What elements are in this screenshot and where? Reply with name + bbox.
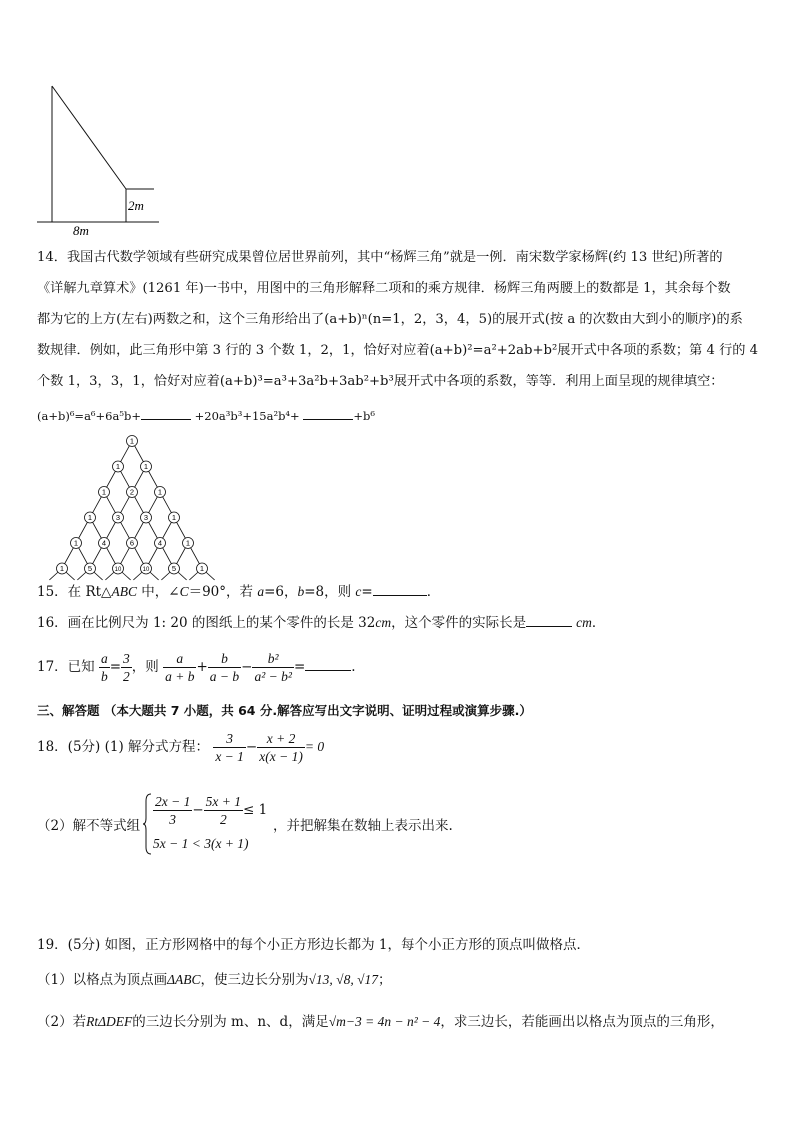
q17-f3-den: a + b: [165, 669, 195, 684]
q19-l3a: （2）若: [37, 1014, 87, 1030]
q19-l3e: ，求三边长，若能画出以格点为顶点的三角形，: [440, 1014, 724, 1030]
q19-l3b: RtΔDEF: [86, 1014, 133, 1029]
q15-text-i: =8，则: [304, 584, 356, 600]
q19-l3c: 的三边长分别为 m、n、d，满足: [132, 1014, 329, 1030]
q18-f1-num: 3: [213, 730, 246, 748]
q18-r1-minus: −: [192, 802, 204, 818]
triangle-number: 1: [185, 538, 191, 548]
q14-line4: 数规律．例如，此三角形中第 3 行的 3 个数 1，2，1，恰好对应着(a+b)²=a²+2ab+b²展开式中各项的系数；第 4 行的 4: [37, 343, 759, 358]
q19-line2: [37, 971, 392, 989]
q17-frac-4: [208, 650, 241, 685]
q18-r1-f1-den: 3: [169, 812, 177, 827]
q18-f1-den: x − 1: [215, 749, 244, 764]
q16: [37, 614, 605, 632]
q14-line3: 都为它的上方(左右)两数之和，这个三角形给出了(a+b)ⁿ(n=1，2，3，4，5)的展开式(按 a 的次数由大到小的顺序)的系: [37, 312, 743, 327]
q15-abc: ABC: [111, 584, 137, 599]
q17-minus: −: [241, 659, 253, 675]
q18-r1-f1-num: 2x − 1: [155, 794, 191, 809]
q19-l2d: √13, √8, √17: [308, 972, 378, 987]
q18-ineq-row1: [153, 793, 267, 828]
q17-text-a: 17．已知: [37, 659, 95, 675]
q17-f1-den: b: [100, 669, 108, 684]
q15-text-l: ．: [426, 584, 441, 600]
q18-text-a: 18．(5分) (1) 解分式方程：: [37, 739, 210, 755]
q18-r1-f2-num: 5x + 1: [205, 794, 242, 809]
q18-frac-2: [257, 730, 305, 765]
q17-f5-den: a² − b²: [254, 669, 292, 684]
q18-ineq-row2: 5x − 1 < 3(x + 1): [153, 836, 249, 851]
triangle-number: 1: [129, 436, 135, 446]
q15-angle-c: C: [179, 584, 189, 599]
q15-text-k: =: [361, 584, 373, 600]
q18-eq: = 0: [304, 739, 325, 754]
top-figure: [37, 80, 162, 238]
q15-var-a: a: [257, 584, 265, 599]
q16-text-e: ．: [591, 615, 606, 631]
q16-unit-1: cm: [375, 615, 392, 630]
section-3-heading: 三、解答题 （本大题共 7 小题，共 64 分.解答应写出文字说明、证明过程或演算步骤.）: [37, 703, 532, 718]
q17-frac-3-over-2: [121, 650, 132, 685]
q15-text-g: =6，: [264, 584, 298, 600]
q15-text-c: 中，∠: [136, 584, 180, 600]
q18-part1: [37, 730, 324, 765]
triangle-number: 5: [171, 564, 177, 574]
triangle-number: 1: [115, 462, 121, 472]
q14-formula: [37, 407, 375, 425]
q15-var-c: c: [355, 584, 362, 599]
q17-f2-den: 2: [123, 669, 130, 684]
q16-text-a: 16．画在比例尺为 1: 20 的图纸上的某个零件的长是 32: [37, 615, 376, 631]
figure-hypotenuse: [52, 86, 126, 189]
figure-label-2m: 2m: [128, 198, 144, 213]
q15-blank[interactable]: [373, 595, 427, 596]
q19-l2a: （1）以格点为顶点画: [37, 972, 168, 988]
triangle-number: 10: [142, 567, 150, 574]
q15-text-a: 15．在 Rt△: [37, 584, 112, 600]
q17-frac-5: [252, 650, 293, 685]
q17-f2-num: 3: [123, 651, 130, 666]
q19-l2b: ΔABC: [167, 972, 201, 987]
triangle-number: 1: [87, 513, 93, 523]
q17-f3-num: a: [163, 650, 196, 668]
q15-var-b: b: [297, 584, 305, 599]
q18-text-c: ，并把解集在数轴上表示出来.: [273, 818, 453, 834]
q14-line1: 14．我国古代数学领域有些研究成果曾位居世界前列，其中“杨辉三角”就是一例．南宋数学家杨辉(约 13 世纪)所著的: [37, 250, 723, 265]
triangle-number: 1: [171, 513, 177, 523]
q17-end: .: [351, 659, 356, 675]
yanghui-triangle: [59, 431, 212, 575]
triangle-number: 4: [101, 538, 107, 548]
q18-r1-f2-den: 2: [219, 812, 227, 827]
triangle-number: 1: [73, 538, 79, 548]
triangle-number: 1: [143, 462, 149, 472]
triangle-number: 2: [129, 487, 135, 497]
q17-f4-den: a − b: [209, 669, 240, 684]
q18-r1-le: ≤ 1: [243, 802, 268, 818]
figure-label-8m: 8m: [73, 223, 89, 238]
q16-unit-2: cm: [576, 615, 592, 630]
q17-f5-num: b²: [252, 650, 293, 668]
triangle-number: 5: [87, 564, 93, 574]
q19-l3d: √m−3 = 4n − n² − 4: [328, 1014, 441, 1029]
q14-formula-part-c: +b⁶: [353, 409, 375, 423]
q14-blank-2[interactable]: [303, 419, 353, 420]
q17: [37, 650, 356, 685]
q14-blank-1[interactable]: [141, 419, 191, 420]
q17-eq: =: [109, 659, 122, 675]
triangle-number: 1: [199, 564, 205, 574]
q18-r1-frac-2: [204, 793, 243, 828]
q17-then: ，则: [131, 659, 159, 675]
triangle-number: 6: [129, 538, 135, 548]
q14-line5: 个数 1，3，3，1，恰好对应着(a+b)³=a³+3a²b+3ab²+b³展开式中各项的系数，等等．利用上面呈现的规律填空：: [37, 374, 724, 389]
q18-text-b: （2）解不等式组: [37, 818, 141, 834]
q18-minus: −: [245, 739, 258, 755]
q16-blank[interactable]: [526, 626, 572, 627]
q19-line3: [37, 1013, 724, 1031]
q18-frac-1: [213, 730, 246, 765]
triangle-number: 4: [157, 538, 163, 548]
triangle-number: 3: [115, 513, 121, 523]
triangle-number: 3: [143, 513, 149, 523]
q16-text-c: ，这个零件的实际长是: [391, 615, 527, 631]
q17-eq2: =: [293, 659, 306, 675]
triangle-number: 1: [157, 487, 163, 497]
triangle-number: 1: [101, 487, 107, 497]
q18-f2-den: x(x − 1): [259, 749, 303, 764]
q19-line1: 19．(5分) 如图，正方形网格中的每个小正方形边长都为 1，每个小正方形的顶点叫做格点．: [37, 937, 590, 953]
q18-left-brace: [143, 793, 153, 855]
q15-text-e: ＝90°，若: [188, 584, 258, 600]
q19-l2e: ；: [378, 972, 392, 988]
q19-l2c: ，使三边长分别为: [200, 972, 309, 988]
q17-frac-3: [163, 650, 196, 685]
q17-f1-num: a: [100, 651, 108, 666]
triangle-number: 10: [114, 567, 122, 574]
q18-f2-num: x + 2: [257, 730, 305, 748]
q18-r1-frac-1: [153, 793, 192, 828]
q17-f4-num: b: [208, 650, 241, 668]
triangle-number: 1: [59, 564, 65, 574]
q17-blank[interactable]: [305, 670, 351, 671]
q14-line2: 《详解九章算术》(1261 年)一书中，用图中的三角形解释二项和的乘方规律．杨辉三角两腰上的数都是 1，其余每个数: [37, 281, 731, 296]
q17-frac-a-over-b: [99, 650, 110, 685]
q17-plus: +: [196, 659, 208, 675]
q14-formula-part-b: +20a³b³+15a²b⁴+: [190, 409, 304, 423]
q14-formula-part-a: (a+b)⁶=a⁶+6a⁵b+: [37, 409, 141, 423]
q15: [37, 583, 440, 601]
